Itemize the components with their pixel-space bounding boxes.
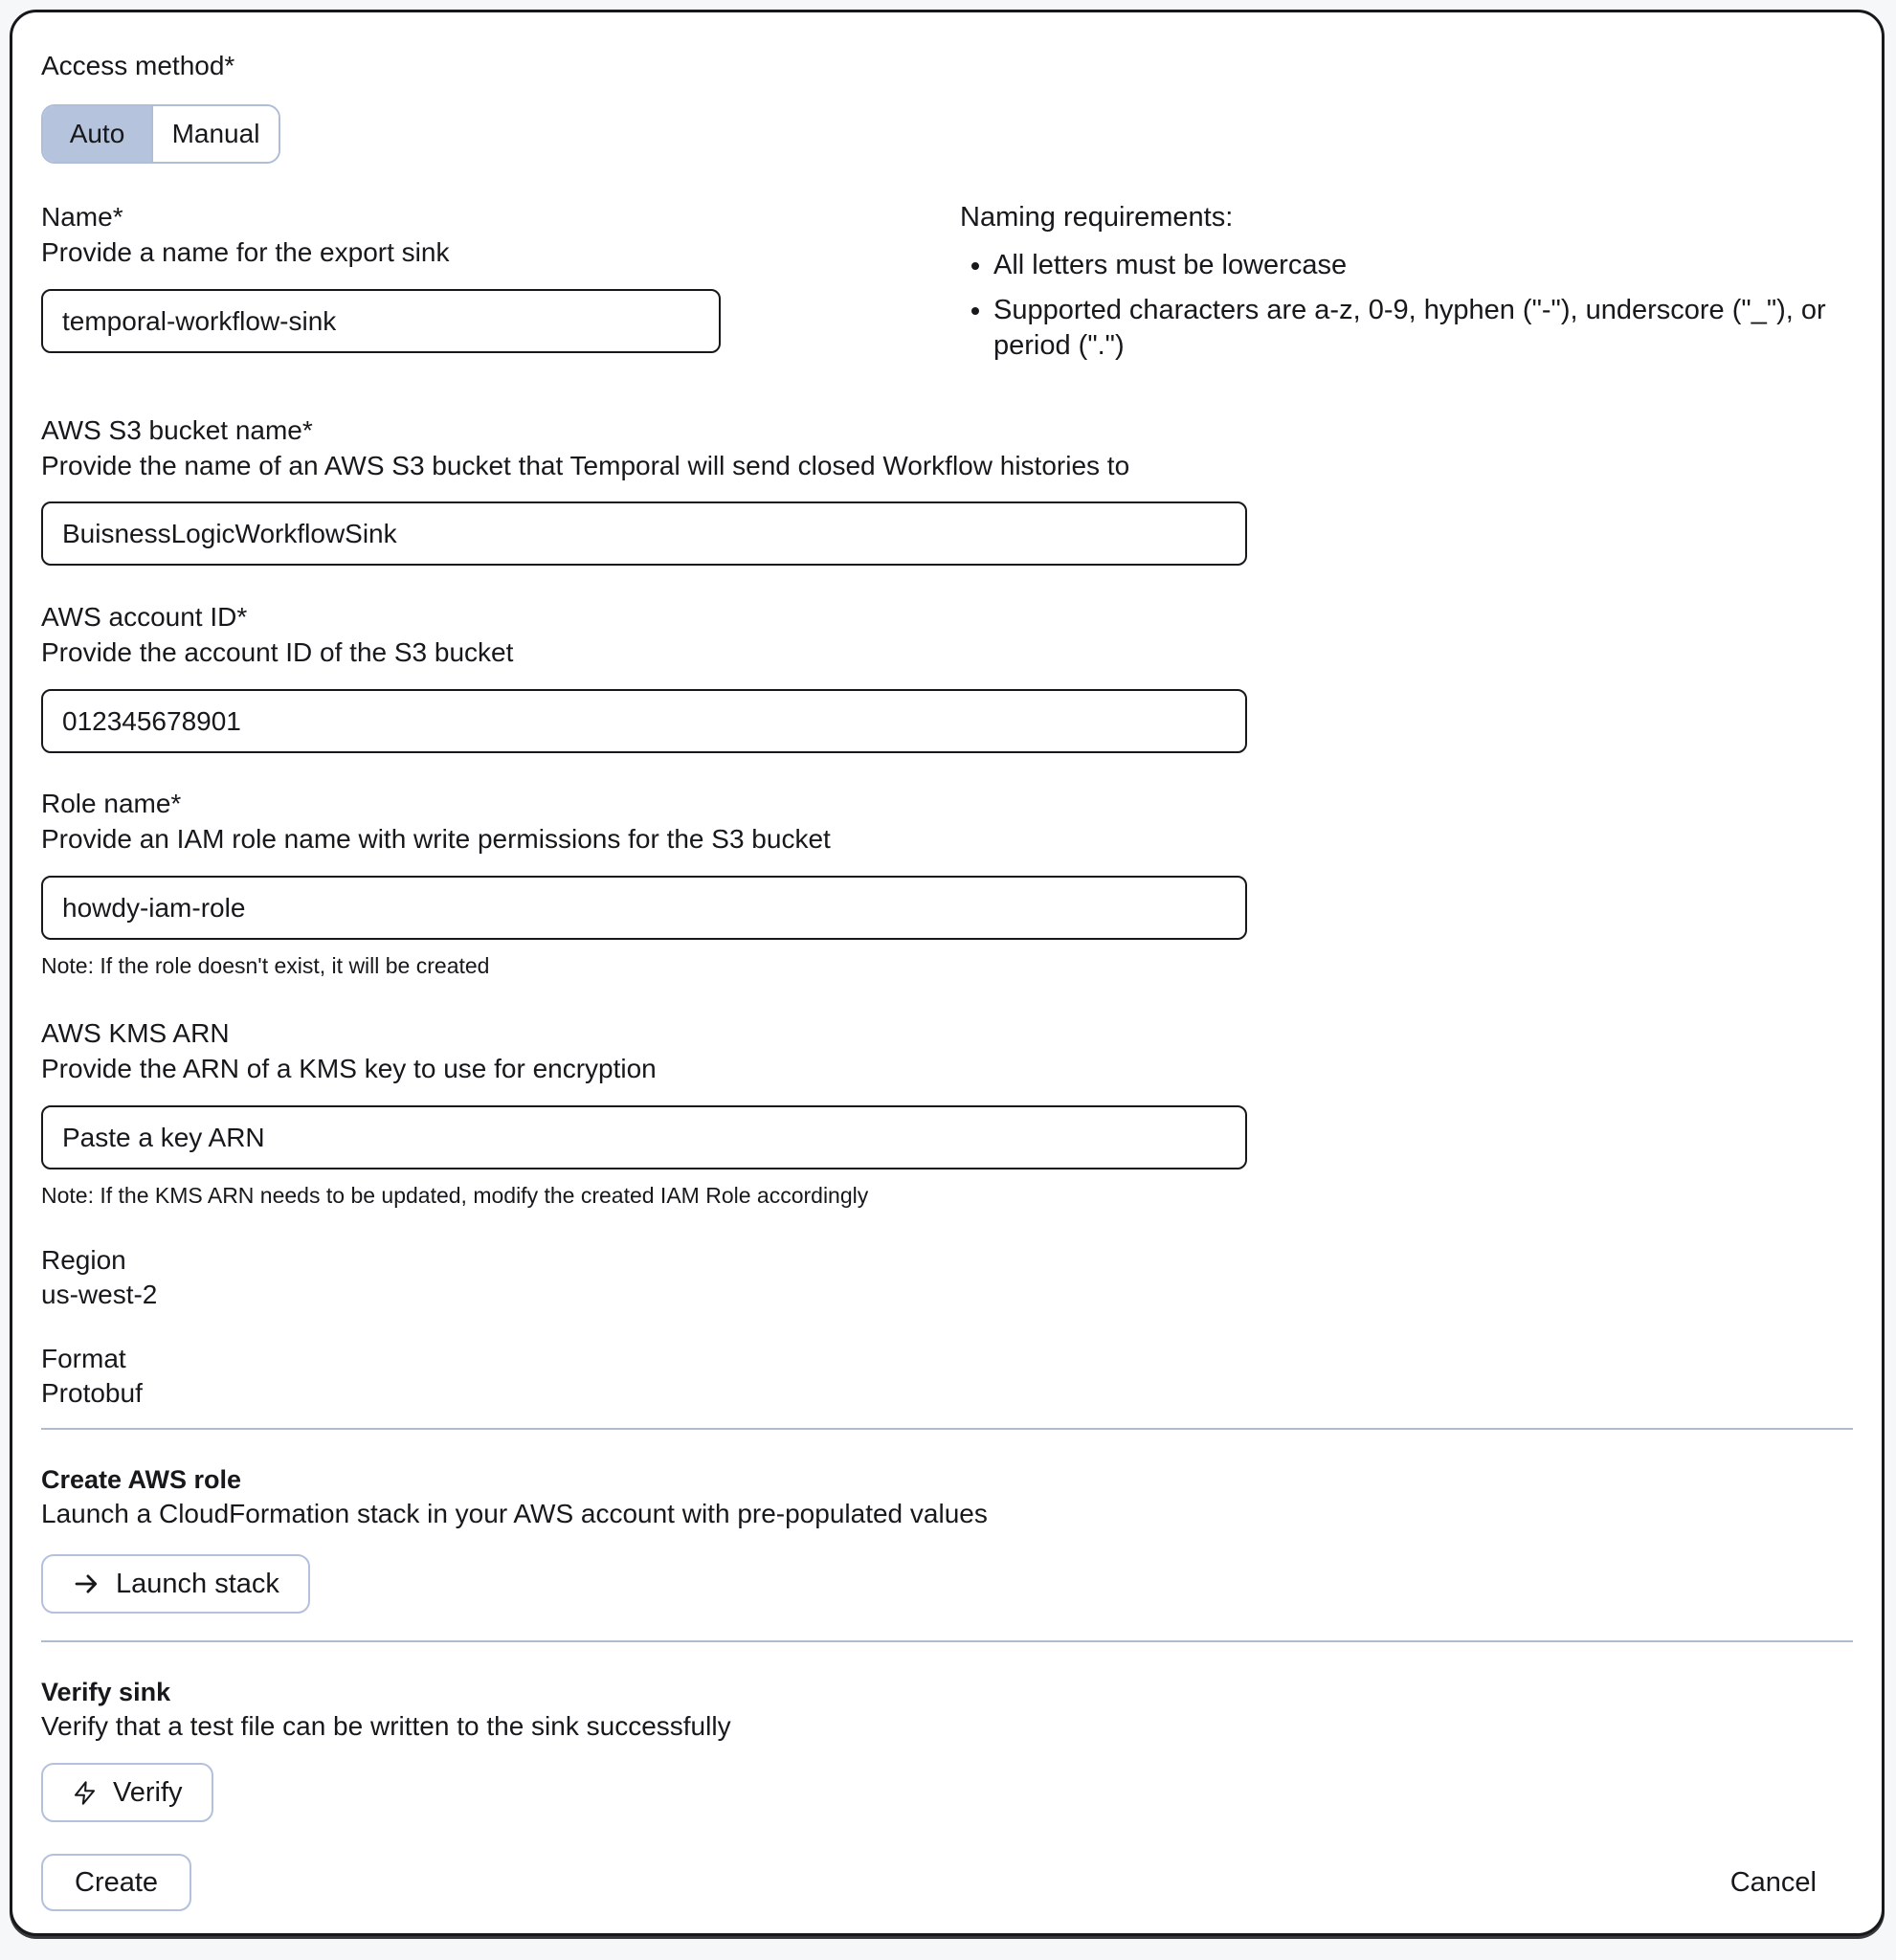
access-method-manual-option[interactable]: Manual — [153, 106, 279, 162]
lightning-icon — [72, 1780, 98, 1806]
create-role-section — [41, 1462, 1853, 1614]
create-role-title: Create AWS role — [41, 1465, 242, 1494]
verify-button[interactable] — [41, 1763, 213, 1822]
naming-requirements-panel — [960, 200, 1853, 373]
bucket-description: Provide the name of an AWS S3 bucket that Temporal will send closed Workflow histories to — [41, 451, 1130, 480]
bucket-label: AWS S3 bucket name* — [41, 415, 313, 445]
form-actions-row — [41, 1854, 1853, 1911]
naming-requirements-list — [960, 248, 1853, 364]
verify-button-label: Verify — [113, 1776, 183, 1808]
region-label: Region — [41, 1245, 126, 1275]
access-method-toggle — [41, 104, 280, 164]
role-name-note: Note: If the role doesn't exist, it will be created — [41, 953, 490, 978]
verify-sink-description: Verify that a test file can be written to the sink successfully — [41, 1711, 731, 1741]
kms-field-group — [41, 1016, 1853, 1210]
account-field-group — [41, 600, 1853, 753]
naming-requirement-item: • Supported characters are a-z, 0-9, hyphen ("-"), underscore ("_"), or period (".") — [993, 293, 1853, 364]
launch-stack-button[interactable] — [41, 1554, 310, 1614]
naming-requirement-item: • All letters must be lowercase — [993, 248, 1853, 283]
divider — [41, 1640, 1853, 1642]
kms-arn-input[interactable] — [41, 1105, 1247, 1169]
account-id-label: AWS account ID* — [41, 602, 248, 632]
name-input[interactable] — [41, 289, 721, 353]
role-name-input[interactable] — [41, 876, 1247, 940]
access-method-label: Access method* — [41, 51, 235, 80]
account-id-input[interactable] — [41, 689, 1247, 753]
verify-sink-title: Verify sink — [41, 1678, 171, 1706]
divider — [41, 1428, 1853, 1430]
cancel-button[interactable]: Cancel — [1725, 1866, 1822, 1900]
format-value: Protobuf — [41, 1378, 143, 1408]
verify-sink-section — [41, 1675, 1853, 1822]
region-field-group — [41, 1243, 1853, 1312]
arrow-right-icon — [72, 1570, 100, 1598]
format-label: Format — [41, 1344, 126, 1373]
name-field-group — [41, 200, 721, 373]
role-name-description: Provide an IAM role name with write permissions for the S3 bucket — [41, 824, 831, 854]
kms-arn-label: AWS KMS ARN — [41, 1018, 230, 1048]
kms-arn-note: Note: If the KMS ARN needs to be updated, modify the created IAM Role accordingly — [41, 1183, 869, 1208]
export-sink-form-card — [10, 10, 1885, 1936]
name-and-requirements-row — [41, 200, 1853, 373]
region-value: us-west-2 — [41, 1280, 158, 1309]
launch-stack-button-label: Launch stack — [116, 1568, 279, 1599]
role-field-group — [41, 787, 1853, 980]
format-field-group — [41, 1342, 1853, 1411]
name-description: Provide a name for the export sink — [41, 237, 450, 267]
role-name-label: Role name* — [41, 789, 182, 818]
bucket-name-input[interactable] — [41, 501, 1247, 566]
create-role-description: Launch a CloudFormation stack in your AWS account with pre-populated values — [41, 1499, 988, 1528]
name-label: Name* — [41, 202, 123, 232]
create-button[interactable]: Create — [41, 1854, 191, 1911]
kms-arn-description: Provide the ARN of a KMS key to use for encryption — [41, 1054, 657, 1083]
bucket-field-group — [41, 413, 1853, 566]
account-id-description: Provide the account ID of the S3 bucket — [41, 637, 514, 667]
access-method-auto-option[interactable]: Auto — [43, 106, 153, 162]
naming-requirements-title: Naming requirements: — [960, 202, 1234, 233]
